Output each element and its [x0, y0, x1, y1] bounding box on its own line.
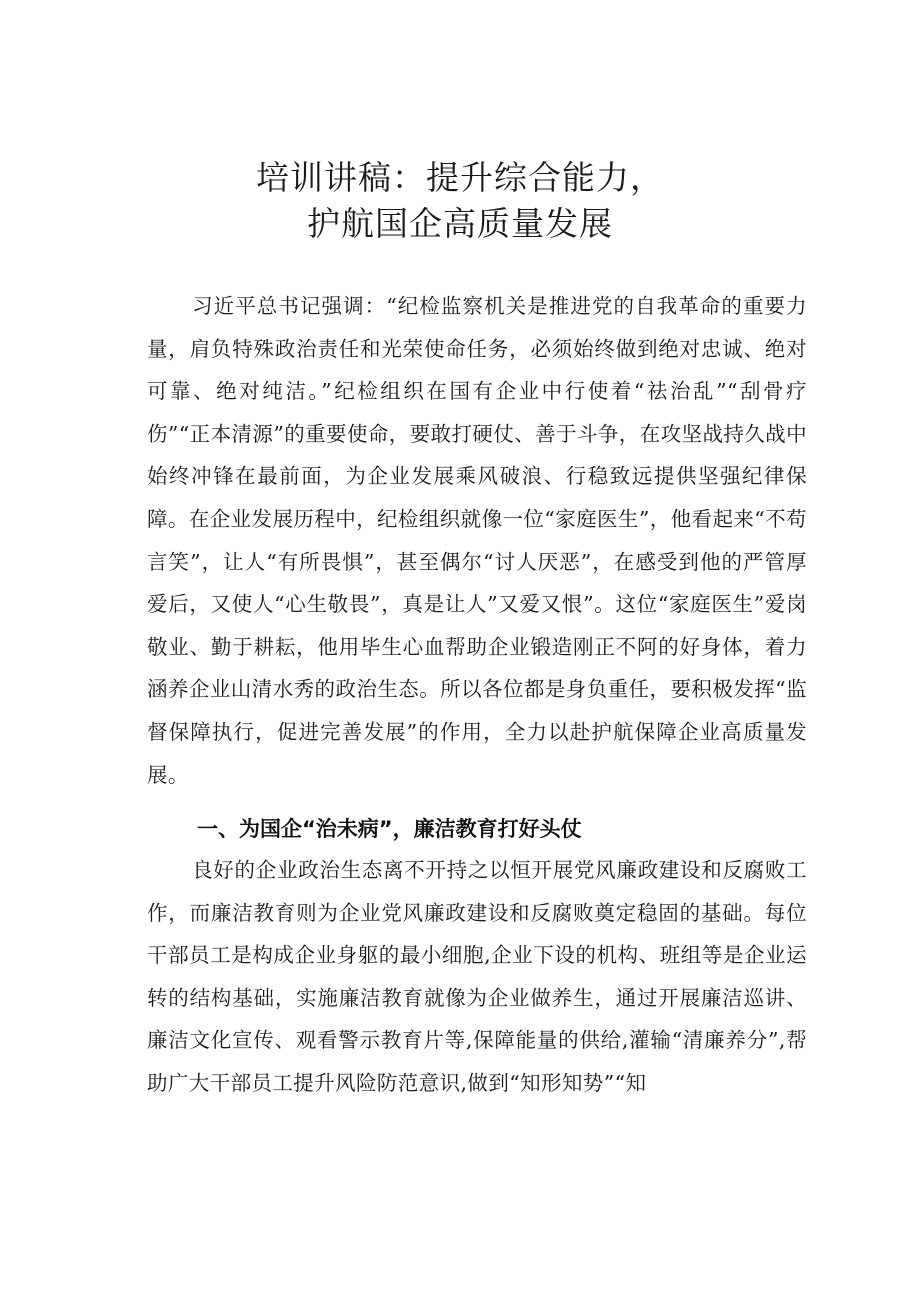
paragraph-section-1: 良好的企业政治生态离不开持之以恒开展党风廉政建设和反腐败工作，而廉洁教育则为企业党风廉政建设和反腐败奠定稳固的基础。每位干部员工是构成企业身躯的最小细胞,企业下设的机构、班组等是企业运转的结构基础，实施廉洁教育就像为企业做养生，通过开展廉洁巡讲、廉洁文化宣传、观看警示教育片等,保障能量的供给,灌输“清廉养分”,帮助广大干部员工提升风险防范意识,做到“知形知势”“知 [147, 858, 807, 1095]
paragraph-intro: 习近平总书记强调：“纪检监察机关是推进党的自我革命的重要力量，肩负特殊政治责任和光荣使命任务，必须始终做到绝对忠诚、绝对可靠、绝对纯洁。”纪检组织在国有企业中行使着“祛治乱”“刮骨疗伤”“正本清源”的重要使命，要敢打硬仗、善于斗争，在攻坚战持久战中始终冲锋在最前面，为企业发展乘风破浪、行稳致远提供坚强纪律保障。在企业发展历程中，纪检组织就像一位“家庭医生”，他看起来“不苟言笑”，让人“有所畏惧”，甚至偶尔“讨人厌恶”，在感受到他的严管厚爱后，又使人“心生敬畏”，真是让人”又爱又恨”。这位“家庭医生”爱岗敬业、勤于耕耘，他用毕生心血帮助企业锻造刚正不阿的好身体，着力涵养企业山清水秀的政治生态。所以各位都是身负重任，要积极发挥“监督保障执行，促进完善发展”的作用，全力以赴护航保障企业高质量发展。 [147, 294, 807, 787]
document-title [0, 155, 920, 247]
title-line-1: 培训讲稿：提升综合能力， [256, 158, 664, 197]
title-line-2: 护航国企高质量发展 [307, 204, 613, 243]
section-heading-1: 一、为国企“治未病”，廉洁教育打好头仗 [197, 817, 582, 841]
